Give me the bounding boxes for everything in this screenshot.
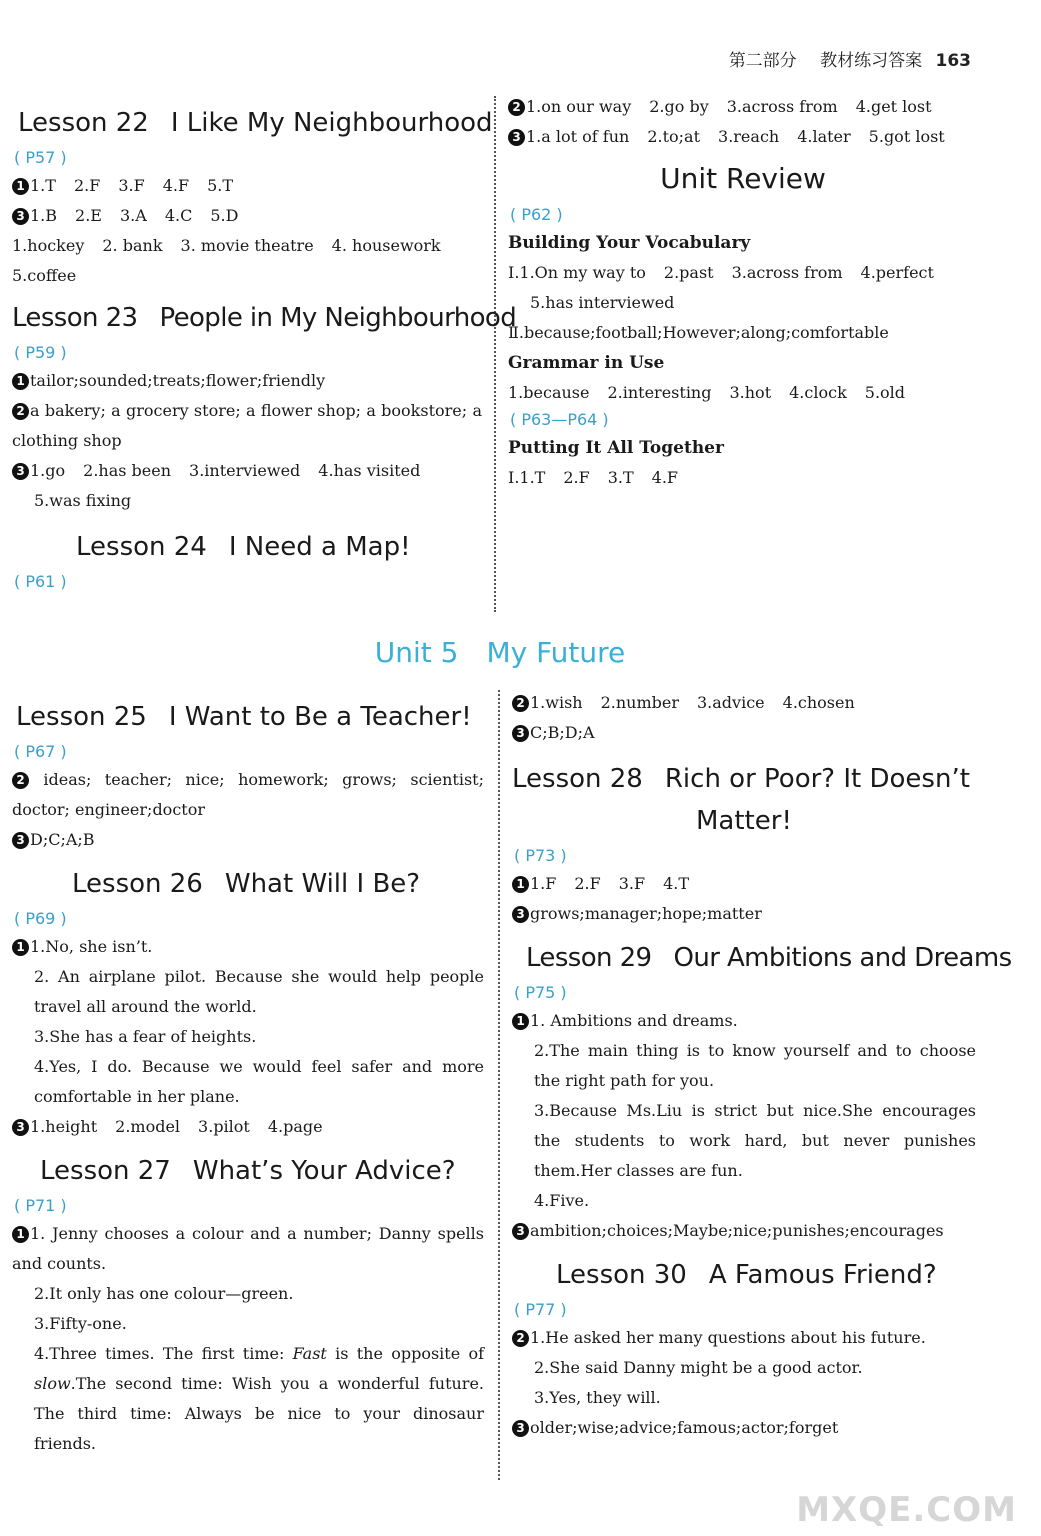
answer: 4.Three times. The first time: <box>34 1344 293 1363</box>
exercise-line: 3.Because Ms.Liu is strict but nice.She encourages the students to work hard, but never punishes them.Her classes are fun. <box>534 1101 976 1180</box>
answer: 4.F <box>651 468 679 487</box>
answer: 5.D <box>210 206 239 225</box>
answer: ideas; teacher; nice; homework; grows; scientist; doctor; engineer;doctor <box>12 770 485 819</box>
answer: 1.No, she isn’t. <box>30 937 153 956</box>
exercise-line <box>512 718 976 748</box>
exercise-line: 2.She said Danny might be a good actor. <box>534 1358 863 1377</box>
answer: 1.go <box>30 461 66 480</box>
lesson-29-heading <box>512 941 1012 975</box>
answer: 1.T <box>30 176 56 195</box>
page-ref: ( P75 ) <box>514 983 567 1002</box>
lesson-27-heading <box>12 1154 484 1188</box>
answer: 2.model <box>115 1117 181 1136</box>
page-number: 163 <box>935 51 971 71</box>
page-header <box>729 46 971 71</box>
section-heading: Grammar in Use <box>508 353 665 373</box>
lesson-number: Lesson 29 <box>526 943 652 973</box>
answer: C;B;D;A <box>530 723 595 742</box>
answer: 3.T <box>607 468 634 487</box>
answer: 4.C <box>164 206 193 225</box>
answer: 3.advice <box>697 693 765 712</box>
lesson-number: Lesson 30 <box>556 1260 687 1290</box>
exercise-line <box>508 463 978 493</box>
exercise-line: 4.Yes, I do. Because we would feel safer and more comfortable in her plane. <box>34 1057 484 1106</box>
page-ref: ( P69 ) <box>14 909 67 928</box>
exercise-line <box>512 688 976 718</box>
answer: 4.T <box>663 874 690 893</box>
lesson-23-heading <box>12 301 517 335</box>
answer: 5.T <box>207 176 233 195</box>
exercise-line <box>12 1219 484 1279</box>
exercise-number-icon: 2 <box>512 695 529 712</box>
answer: 1.because <box>508 383 590 402</box>
exercise-line: 5.coffee <box>12 266 77 285</box>
answer: 2.interesting <box>607 383 712 402</box>
exercise-number-icon: 3 <box>512 725 529 742</box>
answer: 1.B <box>30 206 58 225</box>
answer: 3.pilot <box>198 1117 250 1136</box>
answer: 3.across from <box>726 97 838 116</box>
lesson-title: Rich or Poor? It Doesn’t <box>664 764 970 794</box>
exercise-number-icon: 1 <box>12 373 29 390</box>
section-heading: Building Your Vocabulary <box>508 233 751 253</box>
page-ref: ( P57 ) <box>14 148 67 167</box>
lesson-title: People in My Neighbourhood <box>159 303 517 333</box>
exercise-line <box>12 456 482 486</box>
page-ref: ( P62 ) <box>510 205 563 224</box>
answer: 3.A <box>119 206 147 225</box>
exercise-number-icon: 3 <box>512 1223 529 1240</box>
answer: ambition;choices;Maybe;nice;punishes;encourages <box>530 1221 944 1240</box>
answer: 1. Jenny chooses a colour and a number; Danny spells and counts. <box>12 1224 484 1273</box>
exercise-line: Ⅱ.because;football;However;along;comfortable <box>508 323 889 342</box>
bottom-right-column <box>512 688 1012 1443</box>
answer: 2.to;at <box>647 127 701 146</box>
answer: 3.across from <box>731 263 843 282</box>
answer-italic: slow <box>34 1374 71 1393</box>
exercise-number-icon: 3 <box>12 832 29 849</box>
exercise-line: 5.has interviewed <box>530 293 675 312</box>
exercise-line <box>512 1216 976 1246</box>
answer-italic: Fast <box>292 1344 327 1363</box>
lesson-number: Lesson 24 <box>76 532 207 562</box>
answer: 2.F <box>73 176 101 195</box>
exercise-line: 4.Five. <box>534 1191 590 1210</box>
answer: 5.old <box>864 383 906 402</box>
exercise-number-icon: 1 <box>12 1226 29 1243</box>
answer: Ⅰ.1.On my way to <box>508 263 646 282</box>
unit-name: My Future <box>486 636 626 669</box>
lesson-26-heading <box>12 867 484 901</box>
answer: 1.F <box>530 874 557 893</box>
exercise-line <box>512 869 976 899</box>
exercise-number-icon: 3 <box>508 129 525 146</box>
exercise-line <box>12 366 482 396</box>
exercise-number-icon: 3 <box>12 208 29 225</box>
answer: 4.F <box>162 176 190 195</box>
header-section: 第二部分 <box>728 51 797 71</box>
answer: tailor;sounded;treats;flower;friendly <box>30 371 326 390</box>
exercise-line: 3.Yes, they will. <box>534 1388 661 1407</box>
answer: 2.has been <box>83 461 172 480</box>
exercise-line <box>508 258 978 288</box>
answer: 1.He asked her many questions about his future. <box>530 1328 926 1347</box>
page-ref: ( P61 ) <box>14 572 67 591</box>
exercise-line: 5.was fixing <box>34 491 132 510</box>
lesson-number: Lesson 28 <box>512 764 643 794</box>
exercise-line: 2.The main thing is to know yourself and to choose the right path for you. <box>534 1041 976 1090</box>
exercise-number-icon: 1 <box>512 876 529 893</box>
lesson-number: Lesson 27 <box>40 1156 171 1186</box>
exercise-number-icon: 3 <box>512 906 529 923</box>
answer: grows;manager;hope;matter <box>530 904 762 923</box>
exercise-number-icon: 1 <box>12 178 29 195</box>
lesson-number: Lesson 26 <box>72 869 203 899</box>
lesson-title: I Need a Map! <box>228 532 411 562</box>
unit-5-title <box>0 636 1000 669</box>
exercise-number-icon: 2 <box>512 1330 529 1347</box>
lesson-title: I Like My Neighbourhood <box>170 108 493 138</box>
exercise-line: 3.She has a fear of heights. <box>34 1027 257 1046</box>
section-heading: Putting It All Together <box>508 438 724 458</box>
page-ref: ( P63—P64 ) <box>510 410 609 429</box>
answer: 3.interviewed <box>189 461 301 480</box>
answer: 2.F <box>574 874 601 893</box>
lesson-25-heading <box>12 700 484 734</box>
page-ref: ( P71 ) <box>14 1196 67 1215</box>
answer: a bakery; a grocery store; a flower shop; a bookstore; a clothing shop <box>12 401 482 450</box>
header-book: 教材练习答案 <box>820 51 923 71</box>
answer: 3.hot <box>729 383 772 402</box>
exercise-line <box>508 122 978 152</box>
watermark: MXQE.COM <box>796 1490 1017 1530</box>
answer: 4.get lost <box>855 97 932 116</box>
exercise-number-icon: 2 <box>12 772 29 789</box>
answer: 2. bank <box>102 236 163 255</box>
page-ref: ( P67 ) <box>14 742 67 761</box>
answer: 5.got lost <box>868 127 945 146</box>
exercise-line <box>12 171 482 201</box>
answer: 2.past <box>663 263 714 282</box>
answer: 1.height <box>30 1117 98 1136</box>
answer: 2.E <box>75 206 102 225</box>
exercise-line <box>512 1323 976 1353</box>
exercise-number-icon: 2 <box>508 99 525 116</box>
answer: 4.later <box>797 127 851 146</box>
answer: older;wise;advice;famous;actor;forget <box>530 1418 839 1437</box>
exercise-line <box>512 899 976 929</box>
answer: 4.perfect <box>860 263 934 282</box>
answer: 3.F <box>618 874 646 893</box>
exercise-line <box>12 932 484 962</box>
answer: 4.clock <box>789 383 847 402</box>
exercise-line <box>12 1339 484 1459</box>
lesson-title: What Will I Be? <box>224 869 421 899</box>
answer: 4.has visited <box>318 461 421 480</box>
lesson-title: What’s Your Advice? <box>192 1156 456 1186</box>
exercise-line <box>12 201 482 231</box>
answer: is the opposite of <box>326 1344 485 1363</box>
answer: 2.F <box>563 468 590 487</box>
lesson-title: Matter! <box>696 806 792 836</box>
exercise-line: 2.It only has one colour—green. <box>34 1284 294 1303</box>
unit-number: Unit 5 <box>374 636 459 669</box>
unit-review-title: Unit Review <box>660 162 826 195</box>
divider-bottom <box>498 690 500 1480</box>
exercise-line <box>512 1413 976 1443</box>
page-ref: ( P73 ) <box>514 846 567 865</box>
lesson-28-heading-cont <box>512 804 976 838</box>
answer: Ⅰ.1.T <box>508 468 546 487</box>
answer: 3.reach <box>718 127 780 146</box>
top-left-column <box>12 96 517 595</box>
divider-top <box>494 96 496 612</box>
lesson-title: Our Ambitions and Dreams <box>673 943 1012 973</box>
exercise-number-icon: 1 <box>12 939 29 956</box>
lesson-number: Lesson 23 <box>12 303 138 333</box>
bottom-left-column <box>12 690 484 1459</box>
answer: 2.number <box>600 693 679 712</box>
answer: 4. housework <box>331 236 441 255</box>
lesson-title: I Want to Be a Teacher! <box>168 702 472 732</box>
lesson-28-heading <box>512 762 976 796</box>
answer: 1.on our way <box>526 97 632 116</box>
top-right-column <box>508 92 978 493</box>
lesson-number: Lesson 22 <box>18 108 149 138</box>
answer: 4.chosen <box>782 693 855 712</box>
lesson-22-heading <box>12 106 493 140</box>
exercise-line <box>508 378 978 408</box>
answer: .The second time: Wish you a wonderful future. The third time: Always be nice to your dinosaur friends. <box>34 1374 484 1453</box>
exercise-line: 2. An airplane pilot. Because she would help people travel all around the world. <box>34 967 484 1016</box>
answer: 2.go by <box>649 97 709 116</box>
answer: 1. Ambitions and dreams. <box>530 1011 738 1030</box>
exercise-line <box>508 92 978 122</box>
lesson-title: A Famous Friend? <box>708 1260 937 1290</box>
answer: 3.F <box>118 176 145 195</box>
page-ref: ( P59 ) <box>14 343 67 362</box>
exercise-number-icon: 2 <box>12 403 29 420</box>
lesson-number: Lesson 25 <box>16 702 147 732</box>
exercise-line <box>12 825 484 855</box>
exercise-number-icon: 3 <box>512 1420 529 1437</box>
lesson-24-heading <box>12 530 482 564</box>
exercise-number-icon: 3 <box>12 463 29 480</box>
exercise-line <box>12 765 484 825</box>
exercise-line <box>12 1112 484 1142</box>
answer: 3. movie theatre <box>180 236 314 255</box>
answer: 1.a lot of fun <box>526 127 630 146</box>
exercise-line <box>12 396 482 456</box>
answer: D;C;A;B <box>30 830 95 849</box>
answer: 1.hockey <box>12 236 85 255</box>
lesson-30-heading <box>512 1258 976 1292</box>
exercise-line <box>12 231 482 261</box>
page-ref: ( P77 ) <box>514 1300 567 1319</box>
exercise-number-icon: 3 <box>12 1119 29 1136</box>
answer: 1.wish <box>530 693 583 712</box>
exercise-number-icon: 1 <box>512 1013 529 1030</box>
answer: 4.page <box>267 1117 323 1136</box>
exercise-line: 3.Fifty-one. <box>34 1314 127 1333</box>
exercise-line <box>512 1006 976 1036</box>
